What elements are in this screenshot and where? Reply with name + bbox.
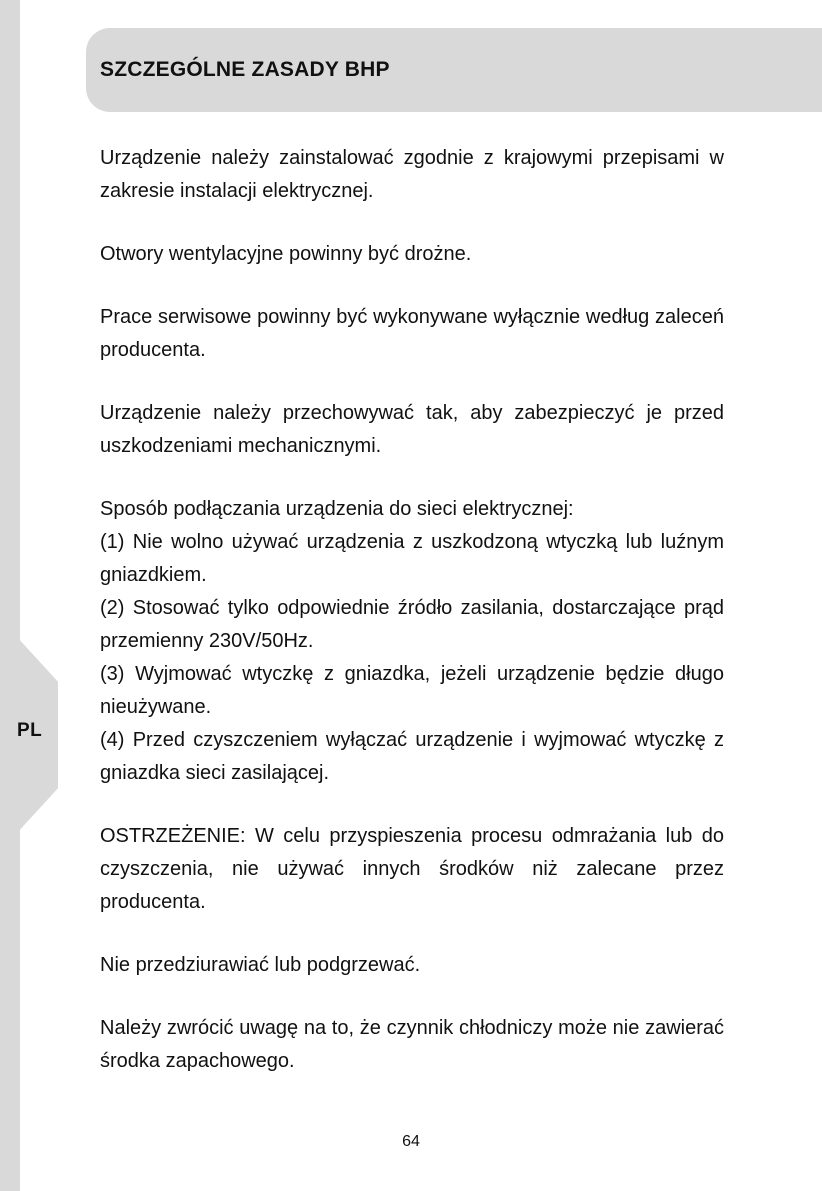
service-paragraph: Prace serwisowe powinny być wykonywane wyłącznie według zaleceń producenta. (100, 306, 724, 361)
document-body (100, 142, 724, 1108)
side-strip (0, 0, 20, 1191)
connection-heading: Sposób podłączania urządzenia do sieci elektrycznej: (100, 498, 574, 520)
section-title: SZCZEGÓLNE ZASADY BHP (100, 58, 390, 81)
connection-item: (4) Przed czyszczeniem wyłączać urządzenie i wyjmować wtyczkę z gniazdka sieci zasilającej. (100, 729, 724, 784)
connection-item: (2) Stosować tylko odpowiednie źródło zasilania, dostarczające prąd przemienny 230V/50Hz. (100, 597, 724, 652)
connection-instructions (100, 493, 724, 790)
page-number: 64 (402, 1133, 420, 1150)
ventilation-paragraph: Otwory wentylacyjne powinny być drożne. (100, 243, 472, 265)
refrigerant-note: Należy zwrócić uwagę na to, że czynnik chłodniczy może nie zawierać środka zapachowego. (100, 1017, 724, 1072)
language-tab-label: PL (17, 720, 43, 741)
connection-item: (3) Wyjmować wtyczkę z gniazdka, jeżeli urządzenie będzie długo nieużywane. (100, 663, 724, 718)
storage-paragraph: Urządzenie należy przechowywać tak, aby zabezpieczyć je przed uszkodzeniami mechanicznymi. (100, 402, 724, 457)
installation-paragraph: Urządzenie należy zainstalować zgodnie z krajowymi przepisami w zakresie instalacji elektrycznej. (100, 147, 724, 202)
puncture-note: Nie przedziurawiać lub podgrzewać. (100, 954, 421, 976)
warning-paragraph: OSTRZEŻENIE: W celu przyspieszenia procesu odmrażania lub do czyszczenia, nie używać innych środków niż zalecane przez producenta. (100, 825, 724, 913)
connection-item: (1) Nie wolno używać urządzenia z uszkodzoną wtyczką lub luźnym gniazdkiem. (100, 531, 724, 586)
